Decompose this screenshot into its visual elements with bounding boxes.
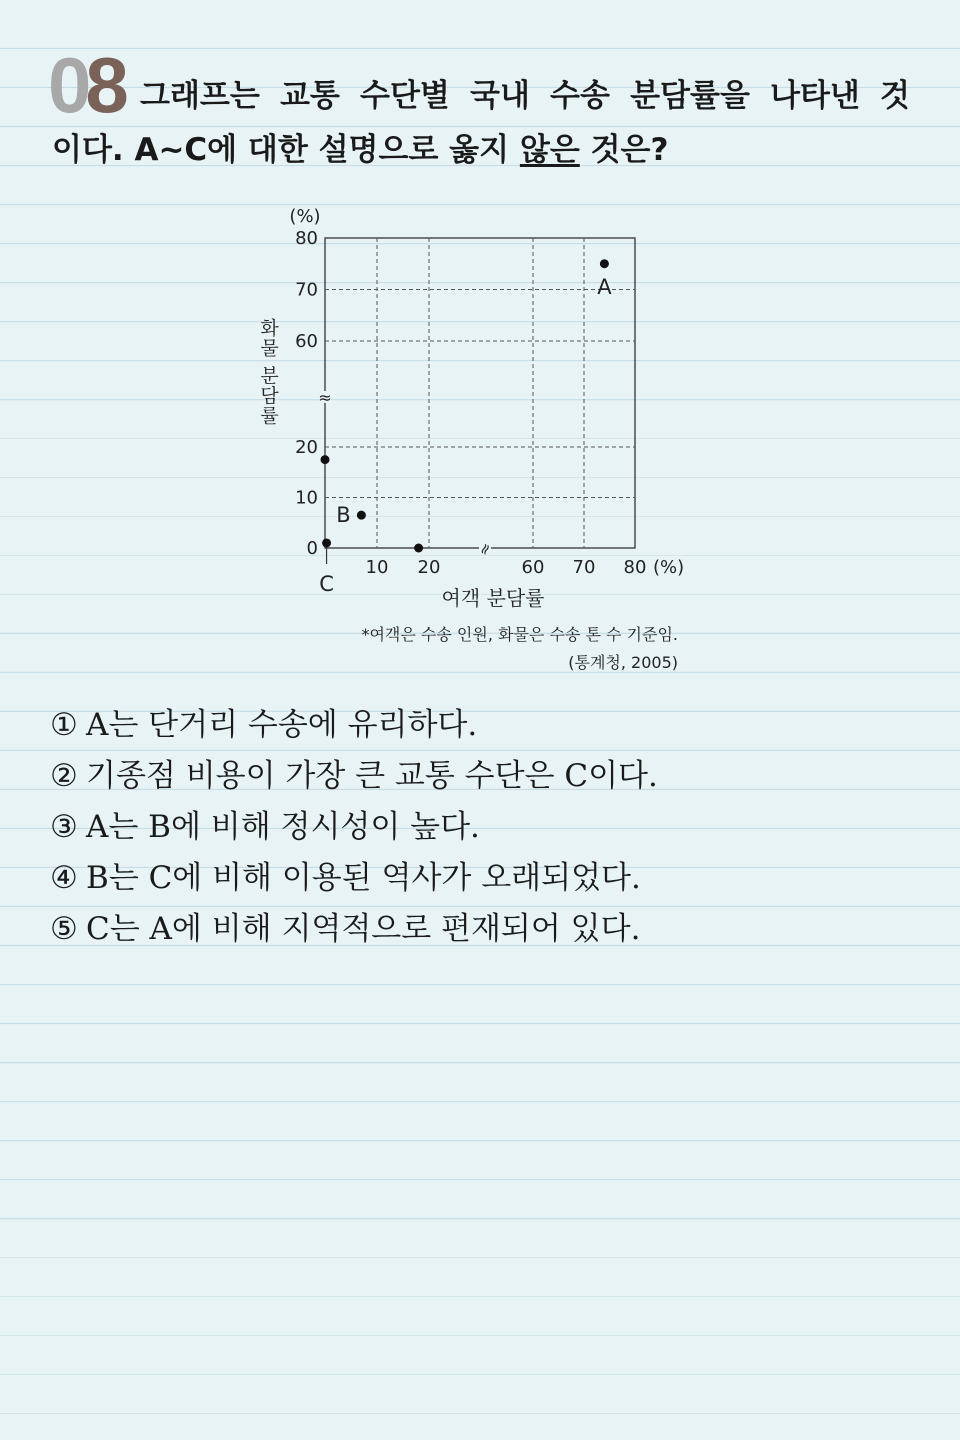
choice-marker: ③ [50, 809, 78, 845]
x-axis-unit: (%) [653, 557, 685, 578]
question-text-line2 [52, 128, 668, 172]
choice-5[interactable] [50, 904, 658, 955]
question-number-second-digit: 8 [85, 41, 123, 129]
y-axis-unit: (%) [289, 206, 321, 227]
choice-text: C는 A에 비해 지역적으로 편재되어 있다. [86, 911, 641, 947]
choice-3[interactable] [50, 802, 658, 853]
data-point-unlabeled [321, 455, 330, 464]
choice-text: B는 C에 비해 이용된 역사가 오래되었다. [86, 860, 641, 896]
choice-1[interactable] [50, 700, 658, 751]
x-axis-title: 여객 분담률 [441, 586, 545, 610]
y-tick-label: 70 [295, 279, 318, 301]
question-emphasis: 않은 [519, 132, 580, 168]
choice-text: A는 B에 비해 정시성이 높다. [86, 809, 480, 845]
choice-marker: ① [50, 707, 78, 743]
choice-marker: ② [50, 758, 78, 794]
answer-choices [50, 700, 658, 955]
y-axis-title: 화물 분담률 [257, 318, 279, 426]
y-tick-label: 20 [295, 437, 318, 458]
x-tick-label: 60 [521, 557, 545, 578]
x-tick-label: 20 [417, 557, 441, 578]
data-point-unlabeled [414, 544, 423, 553]
x-axis-break-mark: ≈ [474, 539, 496, 559]
data-point-a [600, 259, 609, 268]
x-tick-label: 70 [572, 557, 596, 578]
x-tick-label: 10 [365, 557, 389, 578]
y-tick-label: 80 [295, 228, 318, 249]
choice-2[interactable] [50, 751, 658, 802]
question-text-after: 것은? [579, 132, 669, 168]
y-tick-label: 0 [306, 538, 318, 559]
question-number [48, 41, 123, 129]
question-number-first-digit: 0 [48, 41, 86, 129]
data-point-b [357, 511, 366, 520]
y-axis-break-mark: ≈ [318, 388, 332, 407]
question-text-before: 이다. A~C에 대한 설명으로 옳지 [52, 132, 520, 168]
choice-4[interactable] [50, 853, 658, 904]
chart-source: (통계청, 2005) [568, 653, 678, 672]
plot-frame [325, 238, 635, 548]
data-label-c: C [319, 571, 334, 596]
data-label-a: A [597, 274, 612, 299]
choice-text: A는 단거리 수송에 유리하다. [86, 707, 478, 743]
choice-marker: ④ [50, 860, 78, 896]
choice-text: 기종점 비용이 가장 큰 교통 수단은 C이다. [86, 758, 658, 794]
y-tick-label: 10 [295, 487, 318, 509]
y-tick-label: 60 [295, 331, 318, 352]
data-label-b: B [336, 503, 351, 528]
x-tick-label: 80 [623, 557, 647, 578]
scatter-chart [240, 196, 700, 616]
question-text-line1: 그래프는 교통 수단별 국내 수송 분담률을 나타낸 것 [140, 78, 910, 114]
chart-footnote: *여객은 수송 인원, 화물은 수송 톤 수 기준임. [361, 625, 678, 644]
choice-marker: ⑤ [50, 911, 78, 947]
data-point-c [322, 538, 331, 547]
